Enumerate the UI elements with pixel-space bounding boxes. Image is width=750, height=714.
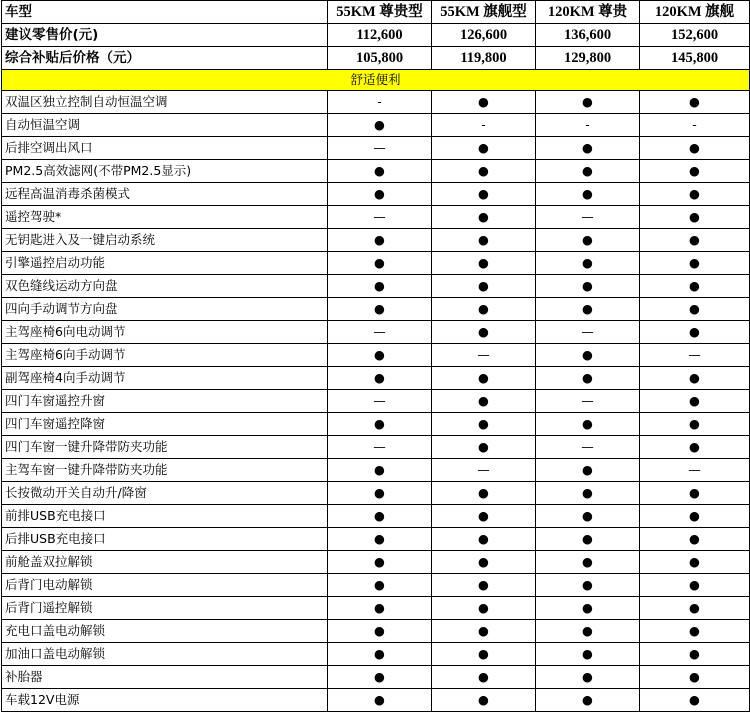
feature-row	[2, 298, 750, 321]
feature-row	[2, 482, 750, 505]
feature-availability: —	[432, 344, 536, 367]
feature-availability: ●	[328, 574, 432, 597]
price-row	[2, 24, 750, 47]
feature-label: 四向手动调节方向盘	[2, 298, 328, 321]
feature-label: 双温区独立控制自动恒温空调	[2, 91, 328, 114]
section-title: 舒适便利	[2, 70, 750, 91]
header-row	[2, 1, 750, 24]
feature-availability: ●	[536, 91, 640, 114]
feature-availability: ●	[640, 482, 750, 505]
feature-availability: ●	[640, 275, 750, 298]
feature-row	[2, 505, 750, 528]
feature-availability: ●	[640, 229, 750, 252]
feature-availability: —	[536, 390, 640, 413]
feature-row	[2, 275, 750, 298]
feature-row	[2, 114, 750, 137]
feature-row	[2, 413, 750, 436]
feature-availability: ●	[536, 275, 640, 298]
header-model-label: 车型	[2, 1, 328, 24]
feature-availability: ●	[328, 666, 432, 689]
feature-availability: ●	[640, 390, 750, 413]
feature-row	[2, 459, 750, 482]
feature-row	[2, 137, 750, 160]
feature-availability: ●	[536, 367, 640, 390]
feature-availability: ●	[328, 252, 432, 275]
feature-label: 后背门电动解锁	[2, 574, 328, 597]
feature-label: 主驾车窗一键升降带防夹功能	[2, 459, 328, 482]
feature-availability: ●	[328, 643, 432, 666]
price-value: 145,800	[640, 47, 750, 70]
feature-availability: ●	[536, 528, 640, 551]
feature-availability: ●	[328, 597, 432, 620]
price-row	[2, 47, 750, 70]
feature-row	[2, 666, 750, 689]
feature-availability: ●	[432, 91, 536, 114]
feature-availability: ●	[536, 229, 640, 252]
feature-availability: ●	[536, 620, 640, 643]
feature-availability: —	[536, 206, 640, 229]
feature-availability: ●	[640, 528, 750, 551]
feature-availability: ●	[640, 321, 750, 344]
feature-label: 四门车窗遥控降窗	[2, 413, 328, 436]
feature-availability: ●	[536, 160, 640, 183]
feature-availability: ●	[432, 390, 536, 413]
feature-availability: ●	[328, 482, 432, 505]
feature-row	[2, 91, 750, 114]
feature-label: 后排空调出风口	[2, 137, 328, 160]
feature-availability: ●	[536, 344, 640, 367]
feature-availability: ●	[640, 91, 750, 114]
feature-availability: ●	[536, 413, 640, 436]
feature-label: 双色缝线运动方向盘	[2, 275, 328, 298]
feature-label: 主驾座椅6向电动调节	[2, 321, 328, 344]
feature-availability: ●	[640, 367, 750, 390]
feature-availability: ●	[328, 689, 432, 712]
header-trim-2: 55KM 旗舰型	[432, 1, 536, 24]
feature-availability: ●	[536, 482, 640, 505]
feature-availability: ●	[536, 551, 640, 574]
feature-row	[2, 597, 750, 620]
feature-label: 后排USB充电接口	[2, 528, 328, 551]
feature-availability: ●	[432, 597, 536, 620]
feature-availability: ●	[432, 183, 536, 206]
feature-row	[2, 620, 750, 643]
feature-row	[2, 574, 750, 597]
feature-availability: ●	[640, 551, 750, 574]
feature-availability: —	[328, 390, 432, 413]
feature-availability: ●	[328, 183, 432, 206]
feature-availability: ●	[536, 459, 640, 482]
price-row-label: 建议零售价(元)	[2, 24, 328, 47]
feature-availability: ●	[536, 252, 640, 275]
feature-availability: ●	[640, 620, 750, 643]
spec-table-body	[2, 1, 750, 712]
feature-availability: ●	[328, 551, 432, 574]
feature-availability: —	[328, 206, 432, 229]
feature-availability: ●	[640, 643, 750, 666]
feature-availability: ●	[536, 137, 640, 160]
feature-availability: ●	[432, 620, 536, 643]
price-value: 112,600	[328, 24, 432, 47]
feature-label: 补胎器	[2, 666, 328, 689]
feature-availability: —	[432, 459, 536, 482]
feature-availability: ●	[328, 459, 432, 482]
feature-label: 副驾座椅4向手动调节	[2, 367, 328, 390]
price-value: 129,800	[536, 47, 640, 70]
feature-availability: ●	[328, 413, 432, 436]
feature-row	[2, 528, 750, 551]
feature-availability: —	[328, 436, 432, 459]
feature-row	[2, 367, 750, 390]
feature-row	[2, 390, 750, 413]
feature-availability: ●	[432, 482, 536, 505]
feature-row	[2, 344, 750, 367]
feature-availability: ●	[432, 413, 536, 436]
feature-availability: —	[328, 137, 432, 160]
feature-availability: —	[328, 321, 432, 344]
header-trim-1: 55KM 尊贵型	[328, 1, 432, 24]
feature-availability: -	[328, 91, 432, 114]
feature-label: 四门车窗遥控升窗	[2, 390, 328, 413]
feature-availability: ●	[432, 275, 536, 298]
feature-availability: ●	[640, 413, 750, 436]
feature-label: 远程高温消毒杀菌模式	[2, 183, 328, 206]
feature-availability: ●	[432, 689, 536, 712]
feature-availability: ●	[432, 160, 536, 183]
feature-availability: ●	[432, 321, 536, 344]
feature-availability: ●	[640, 206, 750, 229]
feature-availability: ●	[640, 160, 750, 183]
feature-availability: ●	[640, 689, 750, 712]
feature-availability: ●	[328, 367, 432, 390]
feature-availability: —	[640, 344, 750, 367]
feature-availability: -	[536, 114, 640, 137]
feature-availability: ●	[432, 528, 536, 551]
feature-availability: ●	[432, 574, 536, 597]
feature-availability: ●	[328, 620, 432, 643]
feature-availability: ●	[328, 275, 432, 298]
feature-row	[2, 689, 750, 712]
feature-label: 车载12V电源	[2, 689, 328, 712]
feature-availability: ●	[640, 183, 750, 206]
feature-availability: ●	[328, 528, 432, 551]
feature-availability: ●	[432, 643, 536, 666]
feature-label: 主驾座椅6向手动调节	[2, 344, 328, 367]
feature-label: 引擎遥控启动功能	[2, 252, 328, 275]
feature-availability: ●	[432, 137, 536, 160]
feature-row	[2, 436, 750, 459]
price-value: 105,800	[328, 47, 432, 70]
feature-availability: ●	[328, 298, 432, 321]
feature-label: 加油口盖电动解锁	[2, 643, 328, 666]
feature-availability: —	[536, 436, 640, 459]
feature-row	[2, 160, 750, 183]
feature-availability: ●	[640, 597, 750, 620]
feature-row	[2, 229, 750, 252]
feature-availability: ●	[640, 137, 750, 160]
feature-availability: ●	[536, 643, 640, 666]
header-trim-3: 120KM 尊贵	[536, 1, 640, 24]
feature-label: PM2.5高效滤网(不带PM2.5显示)	[2, 160, 328, 183]
feature-availability: ●	[640, 252, 750, 275]
feature-availability: ●	[328, 505, 432, 528]
spec-table	[1, 0, 750, 712]
feature-availability: ●	[640, 436, 750, 459]
feature-row	[2, 252, 750, 275]
feature-availability: —	[640, 459, 750, 482]
feature-availability: ●	[432, 666, 536, 689]
feature-label: 充电口盖电动解锁	[2, 620, 328, 643]
feature-availability: ●	[536, 597, 640, 620]
price-row-label: 综合补贴后价格（元）	[2, 47, 328, 70]
feature-availability: -	[640, 114, 750, 137]
feature-availability: ●	[536, 689, 640, 712]
price-value: 126,600	[432, 24, 536, 47]
feature-availability: ●	[432, 505, 536, 528]
feature-availability: ●	[536, 574, 640, 597]
feature-label: 无钥匙进入及一键启动系统	[2, 229, 328, 252]
price-value: 152,600	[640, 24, 750, 47]
header-trim-4: 120KM 旗舰	[640, 1, 750, 24]
feature-availability: ●	[328, 160, 432, 183]
feature-row	[2, 183, 750, 206]
feature-availability: ●	[328, 344, 432, 367]
feature-availability: ●	[640, 666, 750, 689]
feature-availability: ●	[432, 367, 536, 390]
feature-row	[2, 551, 750, 574]
section-row	[2, 70, 750, 91]
feature-availability: -	[432, 114, 536, 137]
feature-availability: ●	[432, 229, 536, 252]
feature-availability: ●	[432, 206, 536, 229]
feature-availability: ●	[536, 183, 640, 206]
feature-label: 遥控驾驶*	[2, 206, 328, 229]
feature-availability: ●	[432, 298, 536, 321]
feature-availability: ●	[536, 505, 640, 528]
feature-availability: ●	[432, 252, 536, 275]
feature-label: 长按微动开关自动升/降窗	[2, 482, 328, 505]
feature-label: 后背门遥控解锁	[2, 597, 328, 620]
feature-availability: ●	[432, 436, 536, 459]
price-value: 119,800	[432, 47, 536, 70]
price-value: 136,600	[536, 24, 640, 47]
feature-label: 四门车窗一键升降带防夹功能	[2, 436, 328, 459]
feature-availability: ●	[536, 298, 640, 321]
feature-availability: ●	[640, 505, 750, 528]
feature-availability: ●	[328, 229, 432, 252]
feature-availability: ●	[432, 551, 536, 574]
feature-label: 前舱盖双拉解锁	[2, 551, 328, 574]
feature-availability: ●	[328, 114, 432, 137]
feature-label: 自动恒温空调	[2, 114, 328, 137]
feature-availability: ●	[536, 666, 640, 689]
feature-row	[2, 206, 750, 229]
feature-label: 前排USB充电接口	[2, 505, 328, 528]
feature-row	[2, 321, 750, 344]
feature-availability: ●	[640, 574, 750, 597]
feature-availability: —	[536, 321, 640, 344]
feature-row	[2, 643, 750, 666]
feature-availability: ●	[640, 298, 750, 321]
